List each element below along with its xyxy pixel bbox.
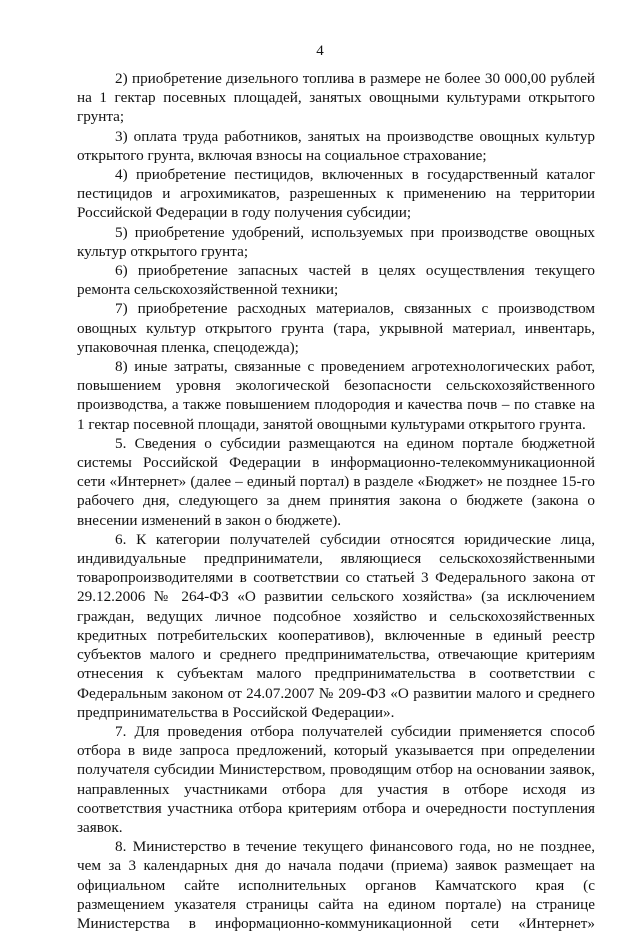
document-body	[77, 69, 595, 933]
page-number: 4	[316, 43, 324, 59]
paragraph-item-8: 8) иные затраты, связанные с проведением агротехнологических работ, повышением уровня экологической безопасности сельскохозяйственного производства, а также повышением плодородия и качества почв – по ставке на 1 гектар посевной площади, занятой овощными культурами открытого грунта.	[77, 358, 595, 433]
paragraph-section-5: 5. Сведения о субсидии размещаются на едином портале бюджетной системы Российской Федерации в информационно-телекоммуникационной сети «Интернет» (далее – единый портал) в разделе «Бюджет» не позднее 15-го рабочего дня, следующего за днем принятия закона о бюджете (закона о внесении изменений в закон о бюджете).	[77, 434, 595, 529]
paragraph-section-8: 8. Министерство в течение текущего финансового года, но не позднее, чем за 3 календарных дня до начала подачи (приема) заявок размещает на официальном сайте исполнительных органов Камчатского края (с размещением указателя страницы сайта на едином портале) на странице Министерства в информационно-коммуникационной сети «Интернет»	[77, 838, 595, 932]
paragraph-item-6: 6) приобретение запасных частей в целях осуществления текущего ремонта сельскохозяйственной техники;	[77, 262, 595, 299]
paragraph-section-6: 6. К категории получателей субсидии относятся юридические лица, индивидуальные предприниматели, являющиеся сельскохозяйственными товаропроизводителями в соответствии со статьей 3 Федерального закона от 29.12.2006 № 264-ФЗ «О развитии сельского хозяйства» (за исключением граждан, ведущих личное подсобное хозяйство и сельскохозяйственных кредитных потребительских кооперативов), включенные в единый реестр субъектов малого и среднего предпринимательства, отвечающие критериям отнесения к субъектам малого предпринимательства в соответствии с Федеральным законом от 24.07.2007 № 209-ФЗ «О развитии малого и среднего предпринимательства в Российской Федерации».	[77, 530, 595, 721]
paragraph-item-7: 7) приобретение расходных материалов, связанных с производством овощных культур открытого грунта (тара, укрывной материал, инвентарь, упаковочная пленка, спецодежда);	[77, 300, 595, 356]
paragraph-item-5: 5) приобретение удобрений, используемых при производстве овощных культур открытого грунта;	[77, 223, 595, 260]
paragraph-section-7: 7. Для проведения отбора получателей субсидии применяется способ отбора в виде запроса предложений, который указывается при определении получателя субсидии Министерством, проводящим отбор на основании заявок, направленных участниками отбора для участия в отборе исходя из соответствия участника отбора критериям отбора и очередности поступления заявок.	[77, 722, 595, 836]
paragraph-item-3: 3) оплата труда работников, занятых на производстве овощных культур открытого грунта, включая взносы на социальное страхование;	[77, 127, 595, 164]
paragraph-item-4: 4) приобретение пестицидов, включенных в государственный каталог пестицидов и агрохимикатов, разрешенных к применению на территории Российской Федерации в году получения субсидии;	[77, 166, 595, 222]
paragraph-item-2: 2) приобретение дизельного топлива в размере не более 30 000,00 рублей на 1 гектар посевных площадей, занятых овощными культурами открытого грунта;	[77, 70, 595, 126]
